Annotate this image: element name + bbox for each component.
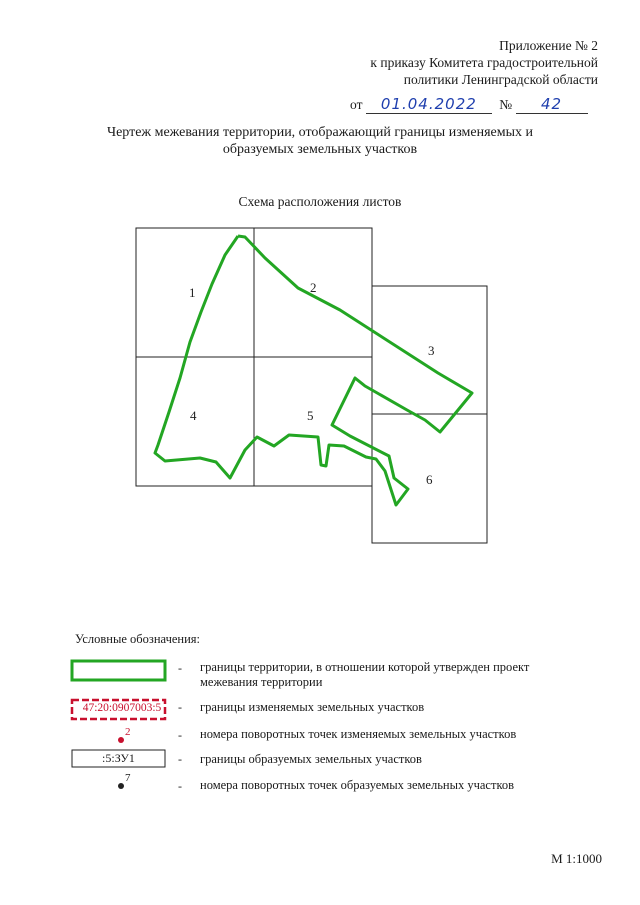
legend-dash-3: - xyxy=(178,728,182,742)
document-title-line-2: образуемых земельных участков xyxy=(222,142,418,157)
document-title-line-1: Чертеж межевания территории, отображающий границы изменяемых и xyxy=(106,125,534,140)
legend-item-3-text: номера поворотных точек изменяемых земельных участков xyxy=(200,727,517,741)
scheme-title: Схема расположения листов xyxy=(238,194,402,209)
header-appendix: Приложение № 2 xyxy=(499,38,598,53)
legend-black-point-icon xyxy=(118,783,124,789)
scale-label: М 1:1000 xyxy=(551,851,602,866)
sheet-number-2: 2 xyxy=(310,280,317,295)
legend-heading: Условные обозначения: xyxy=(75,632,201,646)
sheet-number-1: 1 xyxy=(189,285,196,300)
order-number: 42 xyxy=(540,95,563,113)
sheet-number-4: 4 xyxy=(190,408,197,423)
legend-item-5-text: номера поворотных точек образуемых земельных участков xyxy=(200,778,515,792)
legend-red-point-number: 2 xyxy=(125,726,131,738)
sheet-number-3: 3 xyxy=(428,343,435,358)
header-order-line: к приказу Комитета градостроительной xyxy=(370,55,598,70)
legend-green-boundary-sample xyxy=(72,661,165,680)
sheet-number-5: 5 xyxy=(307,408,314,423)
number-label: № xyxy=(499,97,513,112)
header-committee-line: политики Ленинградской области xyxy=(403,72,598,87)
legend-item-2-text: границы изменяемых земельных участков xyxy=(200,700,425,714)
legend-black-point-number: 7 xyxy=(125,772,131,784)
legend-black-sample-label: :5:ЗУ1 xyxy=(102,751,135,765)
legend-red-sample-label: 47:20:0907003:5 xyxy=(82,702,162,714)
sheet-number-6: 6 xyxy=(426,472,433,487)
territory-boundary xyxy=(155,236,472,505)
legend-item-4-text: границы образуемых земельных участков xyxy=(200,752,422,766)
from-label: от xyxy=(350,97,363,112)
legend-dash-5: - xyxy=(178,779,182,793)
legend-red-point-icon xyxy=(118,737,124,743)
legend-dash-1: - xyxy=(178,661,182,675)
legend-item-1-text: границы территории, в отношении которой утвержден проект межевания территории xyxy=(200,660,530,689)
legend-dash-4: - xyxy=(178,752,182,766)
order-date: 01.04.2022 xyxy=(380,95,477,113)
legend-dash-2: - xyxy=(178,700,182,714)
